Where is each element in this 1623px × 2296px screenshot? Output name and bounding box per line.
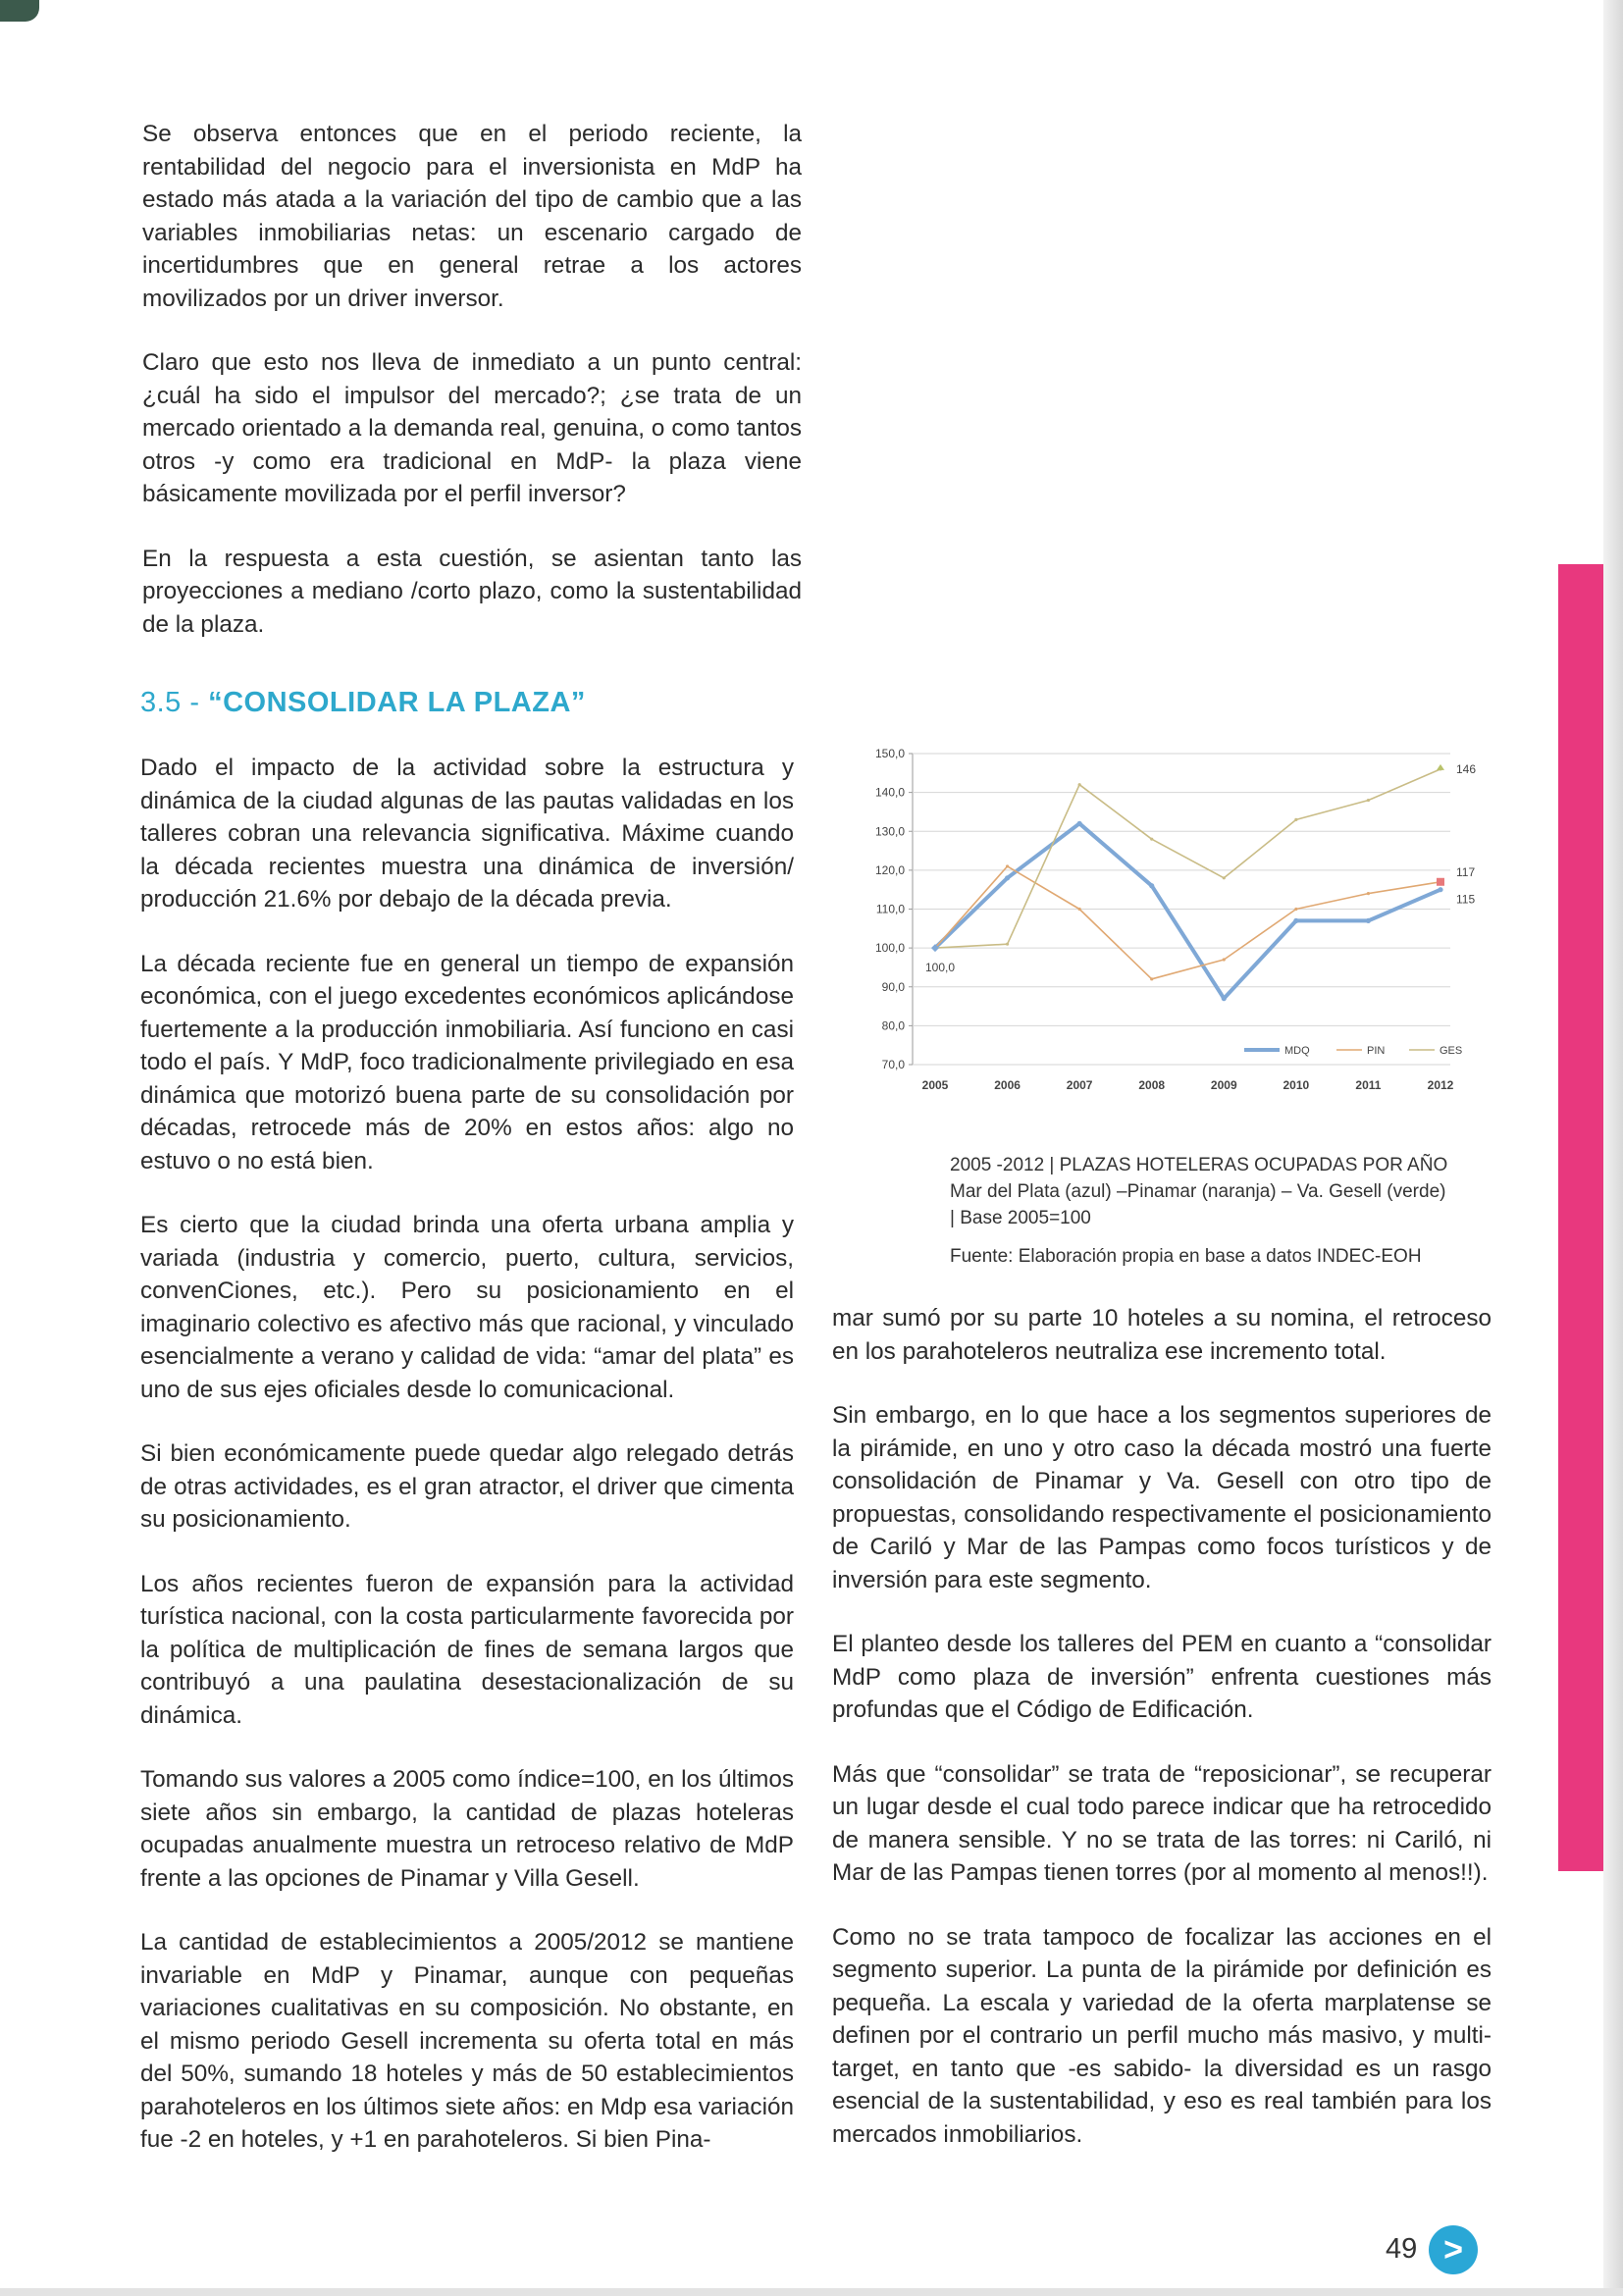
chart-legend	[1244, 1045, 1462, 1057]
x-tick-label: 2005	[921, 1078, 949, 1092]
left-text-column	[140, 752, 794, 2188]
paragraph: La década reciente fue en general un tiempo de expansión económica, con el juego excedentes económicos aplicándose fuertemente a la producción inmobiliaria. Así funciono en casi todo el país. Y MdP, foco tradicionalmente privilegiado en esa dinámica que motorizó buena parte de su consolidación por décadas, retrocede más de 20% en estos años: algo no estuvo o no está bien.	[140, 950, 794, 1174]
intro-text-column	[142, 118, 802, 672]
data-point-pin	[1367, 892, 1370, 895]
y-tick-label: 110,0	[875, 902, 905, 916]
y-tick-label: 140,0	[874, 785, 905, 800]
data-point-ges	[1150, 838, 1153, 841]
paragraph: La cantidad de establecimientos a 2005/2012 se mantiene invariable en MdP y Pinamar, aunque con pequeñas variaciones cualitativas en su composición. No obstante, en el mismo periodo Gesell incrementa su oferta total en más del 50%, sumando 18 hoteles y más de 50 establecimientos parahoteleros en los últimos siete años: en Mdp esa variación fue -2 en hoteles, y +1 en parahoteleros. Si bien Pina-	[140, 1929, 794, 2153]
data-label: 146	[1456, 761, 1477, 776]
y-tick-label: 70,0	[881, 1058, 905, 1071]
paragraph: Claro que esto nos lleva de inmediato a un punto central: ¿cuál ha sido el impulsor del mercado?; ¿se trata de un mercado orientado a la demanda real, genuina, o como tantos otros -y como era tradicional en MdP- la plaza viene básicamente movilizada por el perfil inversor?	[142, 349, 802, 507]
data-point-ges	[1078, 783, 1081, 786]
next-page-button[interactable]: >	[1429, 2225, 1478, 2274]
page-number: 49	[1386, 2233, 1418, 2265]
y-axis-ticks	[875, 747, 905, 1071]
paragraph: Más que “consolidar” se trata de “reposicionar”, se recuperar un lugar desde el cual todo parece indicar que ha retrocedido de manera sensible. Y no se trata de las torres: ni Cariló, ni Mar de las Pampas tienen torres (por al momento al menos!!).	[832, 1760, 1492, 1886]
paragraph: En la respuesta a esta cuestión, se asientan tanto las proyecciones a mediano /corto plazo, como la sustentabilidad de la plaza.	[142, 545, 802, 638]
section-heading	[140, 687, 586, 719]
chart-caption	[950, 1152, 1499, 1270]
legend-label-mdq: MDQ	[1284, 1045, 1310, 1057]
data-point-mdq	[1438, 887, 1442, 892]
data-point-mdq	[1005, 875, 1010, 880]
pin-end-marker	[1437, 878, 1444, 886]
chart-series	[931, 764, 1444, 1001]
data-point-pin	[1078, 908, 1081, 911]
x-tick-label: 2012	[1427, 1078, 1454, 1092]
paragraph: mar sumó por su parte 10 hoteles a su nomina, el retroceso en los parahoteleros neutraliza ese incremento total.	[832, 1305, 1492, 1365]
x-tick-label: 2011	[1355, 1078, 1382, 1092]
data-point-ges	[1006, 943, 1009, 946]
paragraph: Dado el impacto de la actividad sobre la estructura y dinámica de la ciudad algunas de las pautas validadas en los talleres cobran una relevancia significativa. Máxime cuando la década recientes muestra una dinámica de inversión/ producción 21.6% por debajo de la década previa.	[140, 755, 794, 913]
y-tick-label: 120,0	[874, 862, 905, 877]
data-label: 115	[1456, 892, 1476, 907]
section-title: “CONSOLIDAR LA PLAZA”	[208, 687, 586, 718]
x-tick-label: 2010	[1283, 1078, 1310, 1092]
caption-source: Fuente: Elaboración propia en base a datos INDEC-EOH	[950, 1246, 1422, 1267]
data-point-pin	[1294, 908, 1297, 911]
y-tick-label: 130,0	[874, 824, 905, 839]
data-point-mdq	[1366, 918, 1371, 923]
caption-line: | Base 2005=100	[950, 1208, 1091, 1228]
paragraph: Como no se trata tampoco de focalizar las acciones en el segmento superior. La punta de la pirámide por definición es pequeña. La escala y variedad de la oferta marplatense se definen por el contrario un perfil mucho más masivo, y multi-target, en tanto que -es sabido- la diversidad es un rasgo esencial de la sustentabilidad, y eso es real también para los mercados inmobiliarios.	[832, 1923, 1492, 2148]
series-line-mdq	[935, 823, 1440, 998]
data-point-ges	[1294, 818, 1297, 821]
data-point-mdq	[1077, 821, 1082, 826]
y-tick-label: 90,0	[881, 979, 905, 994]
x-tick-label: 2008	[1138, 1078, 1166, 1092]
legend-label-pin: PIN	[1367, 1045, 1386, 1057]
paragraph: Tomando sus valores a 2005 como índice=100, en los últimos siete años sin embargo, la cantidad de plazas hoteleras ocupadas anualmente muestra un retroceso relativo de MdP frente a las opciones de Pinamar y Villa Gesell.	[140, 1766, 794, 1892]
x-tick-label: 2009	[1210, 1078, 1237, 1092]
y-tick-label: 100,0	[874, 941, 905, 956]
y-tick-label: 150,0	[874, 747, 905, 760]
paragraph: Es cierto que la ciudad brinda una oferta urbana amplia y variada (industria y comercio, puerto, cultura, servicios, convenCiones, etc.). Pero su posicionamiento en el imaginario colectivo es afectivo más que racional, y vinculado esencialmente a verano y calidad de vida: “amar del plata” es uno de sus ejes oficiales desde lo comunicacional.	[140, 1212, 794, 1403]
x-tick-label: 2006	[994, 1078, 1021, 1092]
x-axis-ticks	[922, 1078, 1454, 1092]
section-number: 3.5 -	[140, 687, 200, 718]
paragraph: Si bien económicamente puede quedar algo relegado detrás de otras actividades, es el gran atractor, el driver que cimenta su posicionamiento.	[140, 1440, 794, 1533]
y-tick-label: 80,0	[881, 1018, 905, 1033]
data-point-ges	[1367, 799, 1370, 802]
page-corner-shadow	[0, 0, 39, 22]
page-edge	[1603, 0, 1623, 2296]
data-point-pin	[1223, 958, 1226, 961]
legend-label-ges: GES	[1440, 1045, 1463, 1057]
paragraph: Se observa entonces que en el periodo reciente, la rentabilidad del negocio para el inversionista en MdP ha estado más atada a la variación del tipo de cambio que a las variables inmobiliarias netas: un escenario cargado de incertidumbres que en general retrae a los actores movilizados por un driver inversor.	[142, 121, 802, 312]
caption-line: 2005 -2012 | PLAZAS HOTELERAS OCUPADAS POR AÑO	[950, 1155, 1448, 1175]
page-bottom-edge	[0, 2288, 1623, 2296]
caption-line: Mar del Plata (azul) –Pinamar (naranja) – Va. Gesell (verde)	[950, 1181, 1446, 1202]
paragraph: El planteo desde los talleres del PEM en cuanto a “consolidar MdP como plaza de inversión” enfrenta cuestiones más profundas que el Código de Edificación.	[832, 1631, 1492, 1723]
ges-end-marker	[1437, 764, 1444, 770]
data-point-mdq	[1149, 883, 1154, 888]
data-label: 117	[1456, 864, 1476, 879]
data-label: 100,0	[925, 961, 956, 975]
right-text-column	[832, 1302, 1492, 2182]
data-point-pin	[1150, 977, 1153, 980]
data-point-mdq	[1222, 996, 1227, 1001]
paragraph: Sin embargo, en lo que hace a los segmentos superiores de la pirámide, en uno y otro caso la década mostró una fuerte consolidación de Pinamar y Va. Gesell con otro tipo de propuestas, consolidando respectivamente el posicionamiento de Cariló y Mar de las Pampas como focos turísticos y de inversión para este segmento.	[832, 1402, 1492, 1593]
data-point-mdq	[1293, 918, 1298, 923]
data-point-ges	[1223, 876, 1226, 879]
x-tick-label: 2007	[1066, 1078, 1093, 1092]
data-point-pin	[1006, 864, 1009, 867]
paragraph: Los años recientes fueron de expansión para la actividad turística nacional, con la costa particularmente favorecida por la política de multiplicación de fines de semana largos que contribuyó a una paulatina desestacionalización de su dinámica.	[140, 1570, 794, 1729]
hotel-occupancy-line-chart	[852, 738, 1486, 1111]
